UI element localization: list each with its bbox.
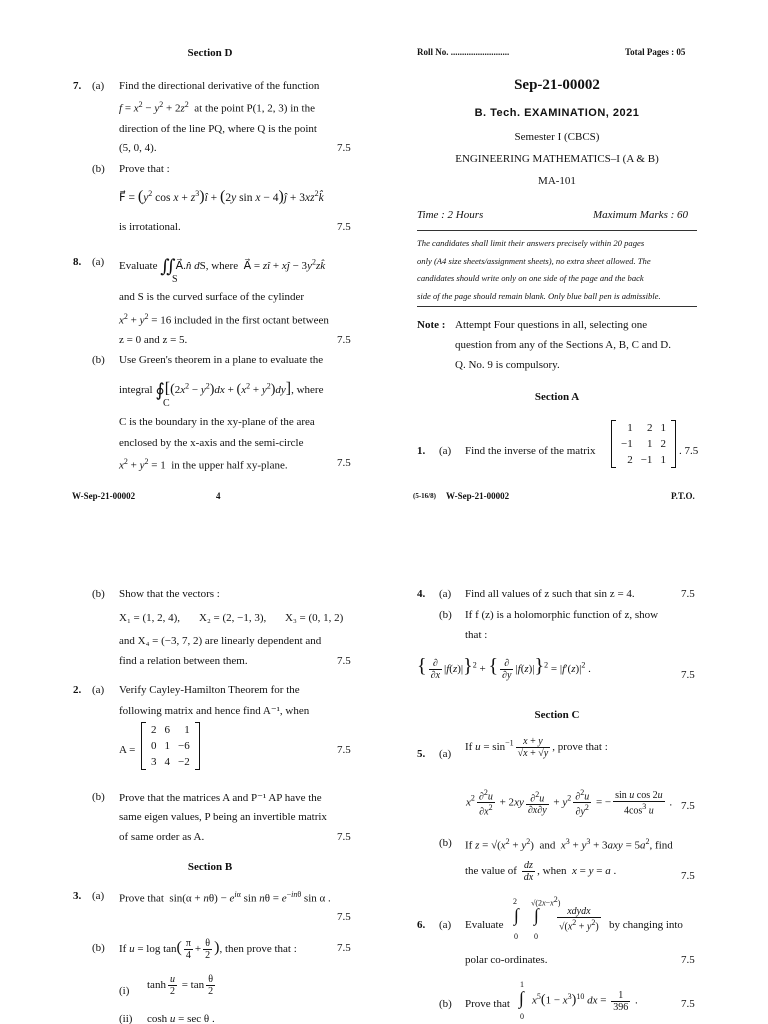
q8b-line4: enclosed by the x-axis and the semi-circle xyxy=(119,437,304,449)
q2a-matrix-cell: 2 xyxy=(151,724,157,736)
q7a-line2: $f = x^2 - y^2 + 2z^2$ at the point P(1, 2, 3) in the xyxy=(119,100,315,115)
q8a-line3: $x^2 + y^2 = 16$ included in the first octant between xyxy=(119,312,329,327)
time-allowed: Time : 2 Hours xyxy=(417,209,484,221)
section-c-heading: Section C xyxy=(534,709,580,721)
q6a-line2: polar co-ordinates. xyxy=(465,954,548,966)
q8b-line5: $x^2 + y^2 = 1$ in the upper half xy-plane. xyxy=(119,457,288,472)
note-line-1: Attempt Four questions in all, selecting one xyxy=(455,319,648,331)
instruction-line-4: side of the page should remain blank. Only blue ball pen is admissible. xyxy=(417,291,661,301)
q3b-marks: 7.5 xyxy=(337,942,351,954)
q1a-matrix-cell: 2 xyxy=(646,422,653,434)
q3b-line: If u = log tan( $\frac{\pi}{4}$ + $\frac{\theta}{2}$ ), then prove that : xyxy=(119,938,297,961)
q8b-curve-subscript: C xyxy=(163,398,170,409)
q2a-line2: following matrix and hence find A⁻¹, when xyxy=(119,705,310,717)
q2a-matrix-cell: −6 xyxy=(178,740,190,752)
q1a-matrix-cell: −1 xyxy=(640,454,653,466)
q8b-label: (b) xyxy=(92,354,105,366)
instructions-top-rule xyxy=(417,230,697,231)
q1a-matrix-cell: 1 xyxy=(660,422,666,434)
q3a-label: (a) xyxy=(92,890,105,902)
q1a-matrix-cell: 1 xyxy=(660,454,666,466)
q8a-line1: Evaluate ∬A⃗.n̂ dS, where A⃗ = zî + xĵ − $3y^2zk̂$ xyxy=(119,256,326,276)
q3b-label: (b) xyxy=(92,942,105,954)
q2a-line1: Verify Cayley-Hamilton Theorem for the xyxy=(119,684,300,696)
q8b-line1: Use Green's theorem in a plane to evaluate the xyxy=(119,354,324,366)
q4b-line1: If f (z) is a holomorphic function of z, show xyxy=(465,609,659,621)
q2a-matrix-cell: 3 xyxy=(151,756,157,768)
section-a-heading: Section A xyxy=(534,391,580,403)
q2a-matrix-cell: 1 xyxy=(164,740,170,752)
q5b-marks: 7.5 xyxy=(681,870,695,882)
section-b-heading: Section B xyxy=(187,861,233,873)
q1a-marks: . 7.5 xyxy=(679,445,699,457)
q7a-label: (a) xyxy=(92,80,105,92)
q2a-matrix xyxy=(141,722,200,770)
q7b-vector-formula: F⃗ = ($y^2$ $\cos x + z^3)î + (2y$ sin x − 4)ĵ + $3xz^2k̂$ xyxy=(119,188,324,205)
subject: ENGINEERING MATHEMATICS–I (A & B) xyxy=(455,153,659,165)
q2a-matrix-cell: 0 xyxy=(151,740,157,752)
q8-number: 8. xyxy=(73,256,82,268)
q2-number: 2. xyxy=(73,684,82,696)
q6a-by-changing: by changing into xyxy=(609,919,683,931)
q6b-prove: Prove that xyxy=(465,998,510,1010)
q1-number: 1. xyxy=(417,445,426,457)
maximum-marks: Maximum Marks : 60 xyxy=(593,209,689,221)
exam-page-bottom xyxy=(0,512,768,1024)
q3b-i-label: (i) xyxy=(119,985,130,997)
q4a-marks: 7.5 xyxy=(681,588,695,600)
q6a-marks: 7.5 xyxy=(681,954,695,966)
q8a-surface-subscript: S xyxy=(172,274,178,285)
q2a-matrix-cell: 6 xyxy=(164,724,170,736)
q6-number: 6. xyxy=(417,919,426,931)
instruction-line-1: The candidates shall limit their answers precisely within 20 pages xyxy=(417,238,645,248)
q4b-formula: { $\frac{\partial}{\partial x}$ |f(z)|}$^2$ + { $\frac{\partial}{\partial y}$ $|f(z)|\}^2 = |f'(z)|^2$ . xyxy=(417,655,591,681)
q1b-marks: 7.5 xyxy=(337,655,351,667)
q1a-text: Find the inverse of the matrix xyxy=(465,445,596,457)
q2b-line3: of same order as A. xyxy=(119,831,205,843)
q1b-line1: Show that the vectors : xyxy=(119,588,220,600)
q4a-label: (a) xyxy=(439,588,452,600)
q3b-i-formula: tanh $\frac{u}{2}$ = tan $\frac{\theta}{2}$ xyxy=(147,974,214,997)
q7b-label: (b) xyxy=(92,163,105,175)
note-label: Note : xyxy=(417,319,446,331)
q8b-marks: 7.5 xyxy=(337,457,351,469)
course-code: MA-101 xyxy=(538,175,576,187)
q4a-text: Find all values of z such that sin z = 4. xyxy=(465,588,635,600)
q1b-vector-2: X₂ = (2, −1, 3), xyxy=(199,612,267,624)
instruction-line-3: candidates should write only on one side of the page and the back xyxy=(417,273,644,283)
q4b-marks: 7.5 xyxy=(681,669,695,681)
q8a-line4: z = 0 and z = 5. xyxy=(119,334,188,346)
note-line-3: Q. No. 9 is compulsory. xyxy=(455,359,560,371)
total-pages: Total Pages : 05 xyxy=(625,47,686,57)
footer-right-code: W-Sep-21-00002 xyxy=(446,491,510,501)
footer-left-page: 4 xyxy=(216,491,221,501)
footer-left-code: W-Sep-21-00002 xyxy=(72,491,136,501)
q7a-marks: 7.5 xyxy=(337,142,351,154)
q1a-label: (a) xyxy=(439,445,452,457)
q7a-line4: (5, 0, 4). xyxy=(119,142,157,154)
q6a-label: (a) xyxy=(439,919,452,931)
q2a-matrix-cell: 4 xyxy=(164,756,170,768)
instructions-bottom-rule xyxy=(417,306,697,307)
exam-title: B. Tech. EXAMINATION, 2021 xyxy=(474,107,640,119)
q5a-label: (a) xyxy=(439,748,452,760)
q7b-line3: is irrotational. xyxy=(119,221,181,233)
q8a-marks: 7.5 xyxy=(337,334,351,346)
q2b-label: (b) xyxy=(92,791,105,803)
q2b-marks: 7.5 xyxy=(337,831,351,843)
q4b-label: (b) xyxy=(439,609,452,621)
section-d-heading: Section D xyxy=(187,47,233,59)
footer-right-serial: (5-16/8) xyxy=(413,492,436,500)
q8b-line2: integral $∮[(2x^2 - y^2)dx + (x^2 + y^2)dy]$, where xyxy=(119,380,324,400)
q8a-label: (a) xyxy=(92,256,105,268)
q2b-line1: Prove that the matrices A and P⁻¹ AP have the xyxy=(119,792,322,804)
note-line-2: question from any of the Sections A, B, C and D. xyxy=(455,339,672,351)
q5b-label: (b) xyxy=(439,837,452,849)
q2a-marks: 7.5 xyxy=(337,744,351,756)
q1a-matrix-cell: 2 xyxy=(627,454,633,466)
q3-number: 3. xyxy=(73,890,82,902)
q1b-line3: and X₄ = (−3, 7, 2) are linearly dependent and xyxy=(119,635,322,647)
q1b-vector-3: X₃ = (0, 1, 2) xyxy=(285,612,344,624)
q2a-A-equals: A = xyxy=(119,744,136,756)
paper-code: Sep-21-00002 xyxy=(514,77,600,93)
q6b-marks: 7.5 xyxy=(681,998,695,1010)
q8b-line3: C is the boundary in the xy-plane of the area xyxy=(119,416,315,428)
q2a-matrix-cell: −2 xyxy=(178,756,190,768)
q3a-line: Prove that $\sin(\alpha + n\theta) - e^{i\alpha}$ $\sin n\theta = e^{-in\theta}$ sin α . xyxy=(119,890,331,905)
q1a-matrix xyxy=(611,420,676,468)
q1a-matrix-cell: 2 xyxy=(660,438,666,450)
footer-pto: P.T.O. xyxy=(671,491,695,501)
q5-number: 5. xyxy=(417,748,426,760)
q5a-line: If $u = \sin^{-1}$ $\frac{x + y}{√x + √y}$ , prove that : xyxy=(465,736,608,759)
q7-number: 7. xyxy=(73,80,82,92)
q1a-matrix-cell: 1 xyxy=(627,422,633,434)
q7b-marks: 7.5 xyxy=(337,221,351,233)
q6b-label: (b) xyxy=(439,998,452,1010)
q7a-line3: direction of the line PQ, where Q is the point xyxy=(119,123,317,135)
roll-no: Roll No. .......................... xyxy=(417,47,510,57)
q1a-matrix-cell: 1 xyxy=(646,438,653,450)
q1b-vector-1: X₁ = (1, 2, 4), xyxy=(119,612,181,624)
q5b-line1: If $z = √(x^2 + y^2)$ and $x^3 + y^3 + 3axy = 5a^2$, find xyxy=(465,837,673,852)
q2a-matrix-cell: 1 xyxy=(184,724,190,736)
semester: Semester I (CBCS) xyxy=(514,131,600,143)
q5b-line2: the value of $\frac{dz}{dx}$ , when x = y = a . xyxy=(465,860,617,883)
q3a-marks: 7.5 xyxy=(337,911,351,923)
instruction-line-2: only (A4 size sheets/assignment sheets), no extra sheet allowed. The xyxy=(417,256,651,266)
q4b-line2: that : xyxy=(465,629,488,641)
q6b-formula: 1 ∫ 0 $x^5(1 - x^3)^{10}$ dx = $\frac{1}{396}$ . xyxy=(519,980,638,1021)
q5a-formula: $x^2$ $\frac{\partial^2u}{\partial x^2}$ + 2xy $\frac{\partial^2u}{\partial x\partial y}$ + $y^2$ $\frac{\partial^2u}{\partial y^2}$ = − $\frac{\text{sin u cos 2u}}{4\cos^3 u}$ . xyxy=(466,788,673,818)
q3b-ii-formula: cosh u = sec θ . xyxy=(147,1013,215,1024)
q4-number: 4. xyxy=(417,588,426,600)
q1a-matrix-cell: −1 xyxy=(621,438,633,450)
q1b-label: (b) xyxy=(92,588,105,600)
q2b-line2: same eigen values, P being an invertible matrix xyxy=(119,811,327,823)
q7a-line1: Find the directional derivative of the function xyxy=(119,80,320,92)
q8a-line2: and S is the curved surface of the cylinder xyxy=(119,291,305,303)
q7b-line1: Prove that : xyxy=(119,163,170,175)
q6a-integral: 2 ∫ 0 $√(2x-x^2)$ ∫ 0 $\frac{\text{xdydx}}{√(x^2 + y^2)}$ xyxy=(513,895,599,941)
q1b-line4: find a relation between them. xyxy=(119,655,248,667)
q5a-marks: 7.5 xyxy=(681,800,695,812)
q6a-evaluate: Evaluate xyxy=(465,919,504,931)
q2a-label: (a) xyxy=(92,684,105,696)
q3b-ii-label: (ii) xyxy=(119,1013,133,1024)
